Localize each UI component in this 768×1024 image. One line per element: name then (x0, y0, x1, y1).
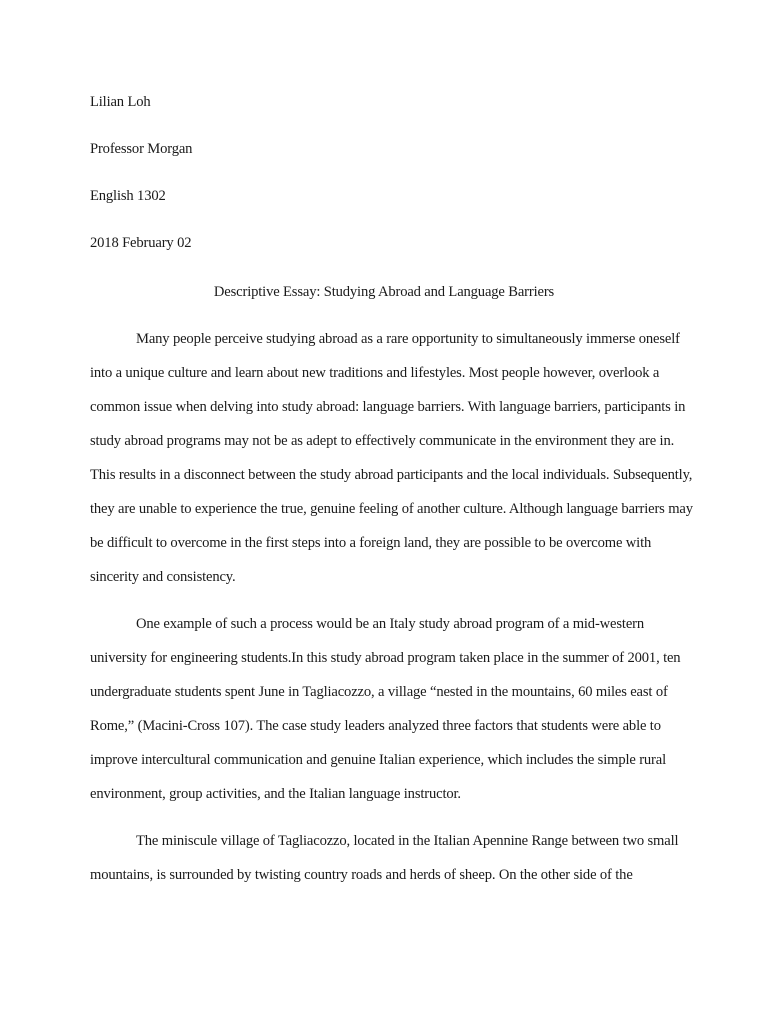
paragraph-1-line: study abroad programs may not be as adept to effectively communicate in the environment they are in. (90, 433, 675, 449)
paragraph-2-line: improve intercultural communication and genuine Italian experience, which includes the simple rural (90, 752, 666, 768)
paragraph-1-line: sincerity and consistency. (90, 569, 236, 585)
paragraph-2-line: One example of such a process would be an Italy study abroad program of a mid-western (136, 616, 645, 632)
paragraph-2-line: environment, group activities, and the Italian language instructor. (90, 786, 461, 802)
professor-name: Professor Morgan (90, 141, 193, 157)
paragraph-1-line: Many people perceive studying abroad as a rare opportunity to simultaneously immerse oneself (136, 331, 680, 347)
author-name: Lilian Loh (90, 94, 151, 110)
paragraph-1-line: common issue when delving into study abroad: language barriers. With language barriers, participants in (90, 399, 686, 415)
course-name: English 1302 (90, 188, 166, 204)
essay-title: Descriptive Essay: Studying Abroad and Language Barriers (213, 284, 555, 300)
paragraph-1-line: be difficult to overcome in the first steps into a foreign land, they are possible to be overcome with (90, 535, 652, 551)
paragraph-1-line: they are unable to experience the true, genuine feeling of another culture. Although language barriers may (90, 501, 693, 517)
paragraph-3-line: mountains, is surrounded by twisting country roads and herds of sheep. On the other side of the (90, 867, 633, 883)
paragraph-3-line: The miniscule village of Tagliacozzo, located in the Italian Apennine Range between two small (136, 833, 679, 849)
paragraph-2-line: Rome,” (Macini-Cross 107). The case study leaders analyzed three factors that students were able to (90, 718, 661, 734)
essay-date: 2018 February 02 (90, 235, 192, 251)
paragraph-1-line: This results in a disconnect between the study abroad participants and the local individuals. Subsequently, (90, 467, 693, 483)
paragraph-1-line: into a unique culture and learn about new traditions and lifestyles. Most people however, overlook a (90, 365, 660, 381)
paragraph-2-line: university for engineering students.In this study abroad program taken place in the summer of 2001, ten (90, 650, 681, 666)
paragraph-2-line: undergraduate students spent June in Tagliacozzo, a village “nested in the mountains, 60 miles east of (90, 684, 668, 700)
